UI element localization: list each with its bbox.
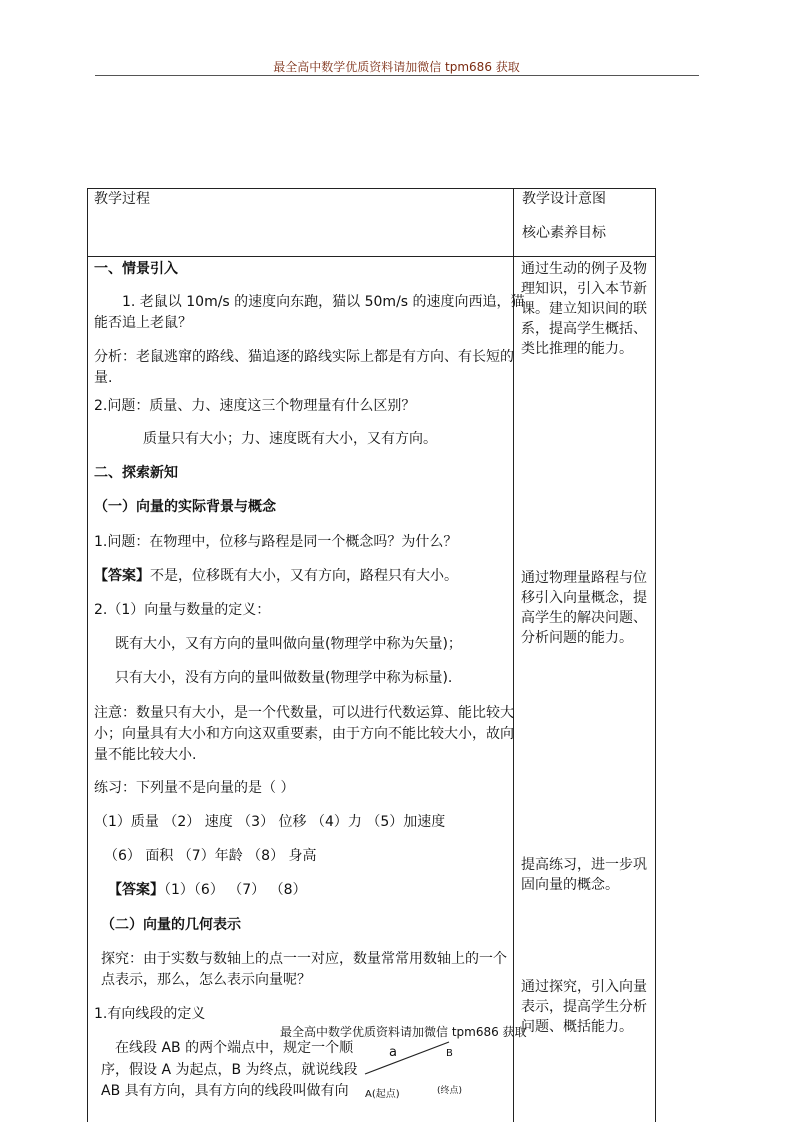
explore-line-1: 探究：由于实数与数轴上的点一一对应，数量常常用数轴上的一个 bbox=[101, 951, 507, 967]
figure-label-end: (终点) bbox=[437, 1086, 463, 1096]
design-note-3: 提高练习，进一步巩固向量的概念。 bbox=[521, 857, 647, 893]
header-watermark: 最全高中数学优质资料请加微信 tpm686 获取 bbox=[273, 60, 520, 74]
practice-answer-tag: 【答案】 bbox=[108, 882, 164, 898]
practice-answer-text: （1）（6） （7） （8） bbox=[164, 882, 307, 898]
subsection-2-title: （二）向量的几何表示 bbox=[101, 917, 241, 933]
definition-vector: 既有大小，又有方向的量叫做向量(物理学中称为矢量)； bbox=[115, 636, 462, 652]
practice-question: 练习：下列量不是向量的是（ ） bbox=[94, 780, 295, 796]
question-2-answer: 质量只有大小；力、速度既有大小，又有方向。 bbox=[143, 431, 437, 447]
note-line-2: 小；向量具有大小和方向这双重要素，由于方向不能比较大小，故向 bbox=[94, 726, 514, 742]
header-rule bbox=[95, 75, 699, 76]
section-1-title: 一、情景引入 bbox=[94, 261, 178, 277]
directed-segment-line-2: 序，假设 A 为起点，B 为终点，就说线段 bbox=[101, 1062, 358, 1078]
practice-options-row-2: （6） 面积 （7）年龄 （8） 身高 bbox=[104, 848, 317, 864]
paragraph-1-line-1: 1. 老鼠以 10m/s 的速度向东跑，猫以 50m/s 的速度向西追，猫 bbox=[122, 294, 525, 310]
note-line-3: 量不能比较大小. bbox=[94, 747, 197, 763]
header-design-intent: 教学设计意图 bbox=[522, 191, 606, 207]
figure-label-start: A(起点) bbox=[365, 1089, 400, 1100]
table-border-right bbox=[655, 188, 656, 1122]
question-2: 2.问题：质量、力、速度这三个物理量有什么区别？ bbox=[94, 398, 416, 414]
subsection-1-title: （一）向量的实际背景与概念 bbox=[94, 499, 276, 515]
header-teaching-process: 教学过程 bbox=[94, 191, 150, 207]
answer-1 bbox=[94, 566, 458, 586]
table-header-divider bbox=[87, 256, 656, 257]
lesson-table bbox=[87, 188, 656, 1122]
section-2-title: 二、探索新知 bbox=[94, 465, 178, 481]
directed-segment-title: 1.有向线段的定义 bbox=[94, 1006, 206, 1022]
header-core-goal: 核心素养目标 bbox=[522, 225, 606, 241]
answer-1-tag: 【答案】 bbox=[94, 568, 150, 584]
practice-options-row-1: （1）质量 （2） 速度 （3） 位移 （4）力 （5）加速度 bbox=[94, 814, 446, 830]
table-border-left bbox=[87, 188, 88, 1122]
design-note-1: 通过生动的例子及物理知识，引入本节新课。建立知识间的联系，提高学生概括、类比推理的能力。 bbox=[521, 261, 647, 357]
table-column-divider bbox=[513, 188, 514, 1122]
directed-segment-line-1: 在线段 AB 的两个端点中，规定一个顺 bbox=[115, 1040, 354, 1056]
design-note-2: 通过物理量路程与位移引入向量概念，提高学生的解决问题、分析问题的能力。 bbox=[521, 570, 647, 646]
note-line-1: 注意：数量只有大小，是一个代数量，可以进行代数运算、能比较大 bbox=[94, 705, 514, 721]
explore-line-2: 点表示，那么，怎么表示向量呢？ bbox=[101, 972, 311, 988]
design-note-4: 通过探究，引入向量表示，提高学生分析问题、概括能力。 bbox=[521, 979, 647, 1035]
figure-label-a: a bbox=[389, 1045, 397, 1060]
segment-ab bbox=[365, 1042, 449, 1074]
analysis-line-2: 量. bbox=[94, 370, 113, 386]
question-1: 1.问题：在物理中，位移与路程是同一个概念吗？为什么？ bbox=[94, 534, 458, 550]
answer-1-text: 不是，位移既有大小，又有方向，路程只有大小。 bbox=[150, 568, 458, 584]
directed-segment-line-3: AB 具有方向，具有方向的线段叫做有向 bbox=[101, 1083, 349, 1099]
inline-watermark: 最全高中数学优质资料请加微信 tpm686 获取 bbox=[280, 1025, 527, 1039]
definition-title: 2.（1）向量与数量的定义： bbox=[94, 602, 271, 618]
analysis-line-1: 分析：老鼠逃窜的路线、猫追逐的路线实际上都是有方向、有长短的 bbox=[94, 349, 514, 365]
paragraph-1-line-2: 能否追上老鼠？ bbox=[94, 315, 192, 331]
definition-scalar: 只有大小，没有方向的量叫做数量(物理学中称为标量). bbox=[115, 670, 453, 686]
figure-label-b: B bbox=[446, 1048, 453, 1059]
practice-answer bbox=[108, 880, 307, 900]
